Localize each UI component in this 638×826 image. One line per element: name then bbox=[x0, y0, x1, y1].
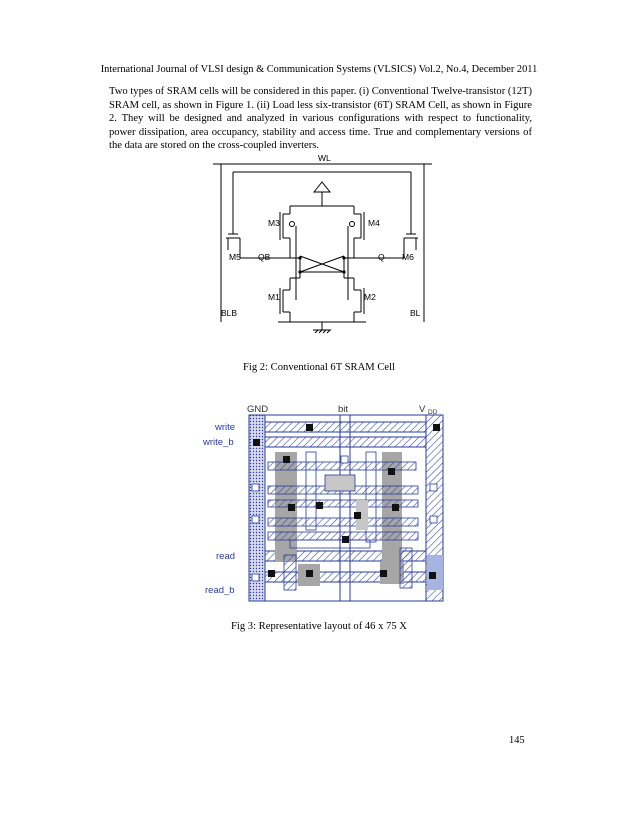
label-vdd-subscript: DD bbox=[428, 409, 438, 416]
label-read: read bbox=[216, 551, 236, 562]
junction-qb bbox=[298, 256, 301, 259]
body-paragraph: Two types of SRAM cells will be considered in this paper. (i) Conventional Twelve-transistor (12T) SRAM cell, as shown in Figure 1. (ii) Load less six-transistor (6T) SRAM Cell, as shown in Figure 2. They will be designed and analyzed in various configurations with respect to functionality, power dissipation, area occupancy, stability and access time. True and complementary versions of the data are stored on the cross-coupled inverters. bbox=[109, 86, 532, 152]
junction-right bbox=[342, 270, 345, 273]
junction-q bbox=[342, 256, 345, 259]
label-gnd: GND bbox=[247, 404, 269, 415]
label-blb: BLB bbox=[221, 308, 238, 318]
label-read-b: read_b bbox=[205, 585, 235, 596]
label-qb: QB bbox=[258, 252, 271, 262]
figure3-caption: Fig 3: Representative layout of 46 x 75 X bbox=[231, 621, 407, 632]
sram-layout-figure bbox=[249, 415, 443, 601]
page-number: 145 bbox=[509, 735, 525, 746]
label-m2: M2 bbox=[364, 292, 376, 302]
sram-6t-schematic bbox=[213, 164, 432, 333]
label-write-b: write_b bbox=[203, 437, 234, 448]
label-m5: M5 bbox=[229, 252, 241, 262]
label-m4: M4 bbox=[368, 218, 380, 228]
label-vdd: V bbox=[419, 404, 426, 415]
figure2-caption: Fig 2: Conventional 6T SRAM Cell bbox=[243, 362, 395, 373]
junction-left bbox=[298, 270, 301, 273]
label-m1: M1 bbox=[268, 292, 280, 302]
label-q: Q bbox=[378, 252, 385, 262]
label-wl: WL bbox=[318, 153, 331, 163]
label-m6: M6 bbox=[402, 252, 414, 262]
label-m3: M3 bbox=[268, 218, 280, 228]
label-write: write bbox=[215, 422, 236, 433]
journal-header: International Journal of VLSI design & Communication Systems (VLSICS) Vol.2, No.4, December 2011 bbox=[100, 64, 538, 75]
label-bl: BL bbox=[410, 308, 421, 318]
label-bit: bit bbox=[338, 404, 349, 415]
